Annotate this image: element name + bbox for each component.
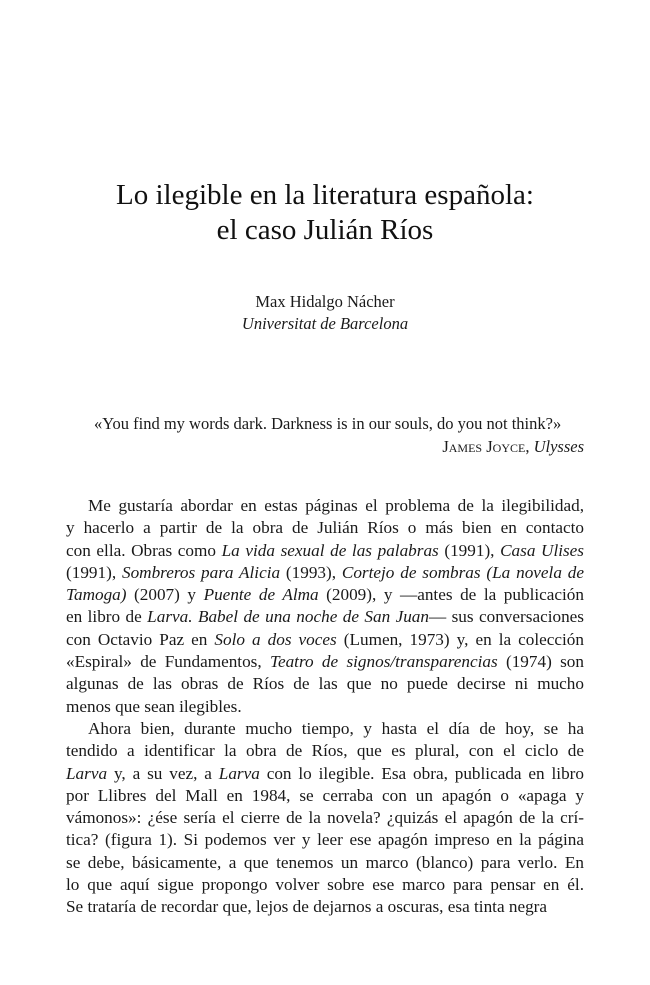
- text-line: [66, 606, 584, 628]
- text-line: [66, 584, 584, 606]
- italic-title: Sombreros para Alicia: [121, 562, 281, 582]
- text-segment: algunas de las obras de Ríos de las que no puede decirse ni mucho: [66, 674, 584, 694]
- text-line: [66, 540, 584, 562]
- text-segment: «Espiral» de Fundamentos,: [66, 652, 270, 672]
- text-segment: (Lumen, 1973) y, en la colección: [336, 629, 584, 649]
- body-paragraph: [66, 718, 584, 919]
- italic-title: Larva: [66, 763, 108, 783]
- text-segment: Se trataría de recordar que, lejos de dejarnos a oscuras, esa tinta negra: [66, 897, 548, 917]
- italic-title: La vida sexual de las palabras: [221, 540, 439, 560]
- text-segment: con lo ilegible. Esa obra, publicada en libro: [259, 763, 584, 783]
- title-line-2: el caso Julián Ríos: [216, 214, 434, 246]
- epigraph-author: James Joyce: [442, 437, 526, 456]
- epigraph-quote: «You find my words dark. Darkness is in our souls, do you not think?»: [94, 414, 562, 433]
- text-segment: (1991),: [66, 562, 122, 582]
- text-segment: menos que sean ilegibles.: [66, 696, 242, 716]
- text-segment: con Octavio Paz en: [66, 629, 215, 649]
- italic-title: Larva. Babel de una noche de San Juan: [147, 607, 429, 627]
- italic-title: Tamoga): [66, 585, 127, 605]
- epigraph-separator: ,: [525, 437, 534, 456]
- text-segment: vámonos»: ¿ése sería el cierre de la novela? ¿quizás el apagón de la crí-: [66, 808, 584, 828]
- text-segment: con ella. Obras como: [66, 540, 222, 560]
- text-segment: en libro de: [66, 607, 148, 627]
- italic-title: Larva: [218, 763, 260, 783]
- text-line: [66, 673, 584, 695]
- body-paragraph: [66, 495, 584, 718]
- text-segment: y hacerlo a partir de la obra de Julián Ríos o más bien en contacto: [66, 518, 584, 538]
- text-segment: (1991),: [438, 540, 501, 560]
- text-segment: tica? (figura 1). Si podemos ver y leer ese apagón impreso en la página: [66, 830, 584, 850]
- text-line: [66, 629, 584, 651]
- text-line: [66, 718, 584, 740]
- author-name: Max Hidalgo Nácher: [255, 292, 395, 311]
- text-line: [66, 852, 584, 874]
- text-line: [66, 696, 584, 718]
- text-segment: Me gustaría abordar en estas páginas el problema de la ilegibilidad,: [88, 496, 584, 515]
- text-line: [66, 874, 584, 896]
- text-line: [66, 829, 584, 851]
- italic-title: Solo a dos voces: [214, 629, 337, 649]
- italic-title: Casa Ulises: [500, 540, 584, 560]
- italic-title: Puente de Alma: [203, 585, 319, 605]
- text-segment: (1974) son: [497, 652, 584, 672]
- text-line: [66, 495, 584, 517]
- text-segment: Ahora bien, durante mucho tiempo, y hasta el día de hoy, se ha: [88, 718, 584, 738]
- text-segment: lo que aquí sigue propongo volver sobre ese marco para pensar en él.: [66, 875, 584, 895]
- text-line: [66, 807, 584, 829]
- text-segment: (1993),: [280, 562, 342, 582]
- text-line: [66, 562, 584, 584]
- text-segment: (2007) y: [126, 585, 204, 605]
- text-segment: y, a su vez, a: [107, 763, 219, 783]
- text-line: [66, 740, 584, 762]
- epigraph-work: Ulysses: [533, 437, 584, 456]
- body-text: [66, 495, 584, 919]
- text-line: [66, 896, 584, 918]
- title-line-1: Lo ilegible en la literatura española:: [116, 179, 534, 211]
- text-line: [66, 517, 584, 539]
- italic-title: Cortejo de sombras (La novela de: [341, 562, 584, 582]
- text-line: [66, 785, 584, 807]
- epigraph-attribution: [442, 435, 584, 458]
- text-segment: tendido a identificar la obra de Ríos, que es plural, con el ciclo de: [66, 741, 584, 761]
- text-segment: (2009), y —antes de la publicación: [318, 585, 584, 605]
- text-line: [66, 651, 584, 673]
- text-segment: — sus conversaciones: [429, 607, 584, 627]
- text-line: [66, 763, 584, 785]
- italic-title: Teatro de signos/transparencias: [269, 652, 498, 672]
- author-affiliation: Universitat de Barcelona: [241, 314, 409, 333]
- article-title: [0, 178, 650, 248]
- text-segment: se debe, básicamente, a que tenemos un marco (blanco) para verlo. En: [66, 852, 584, 872]
- text-segment: por Llibres del Mall en 1984, se cerraba con un apagón o «apaga y: [66, 785, 584, 805]
